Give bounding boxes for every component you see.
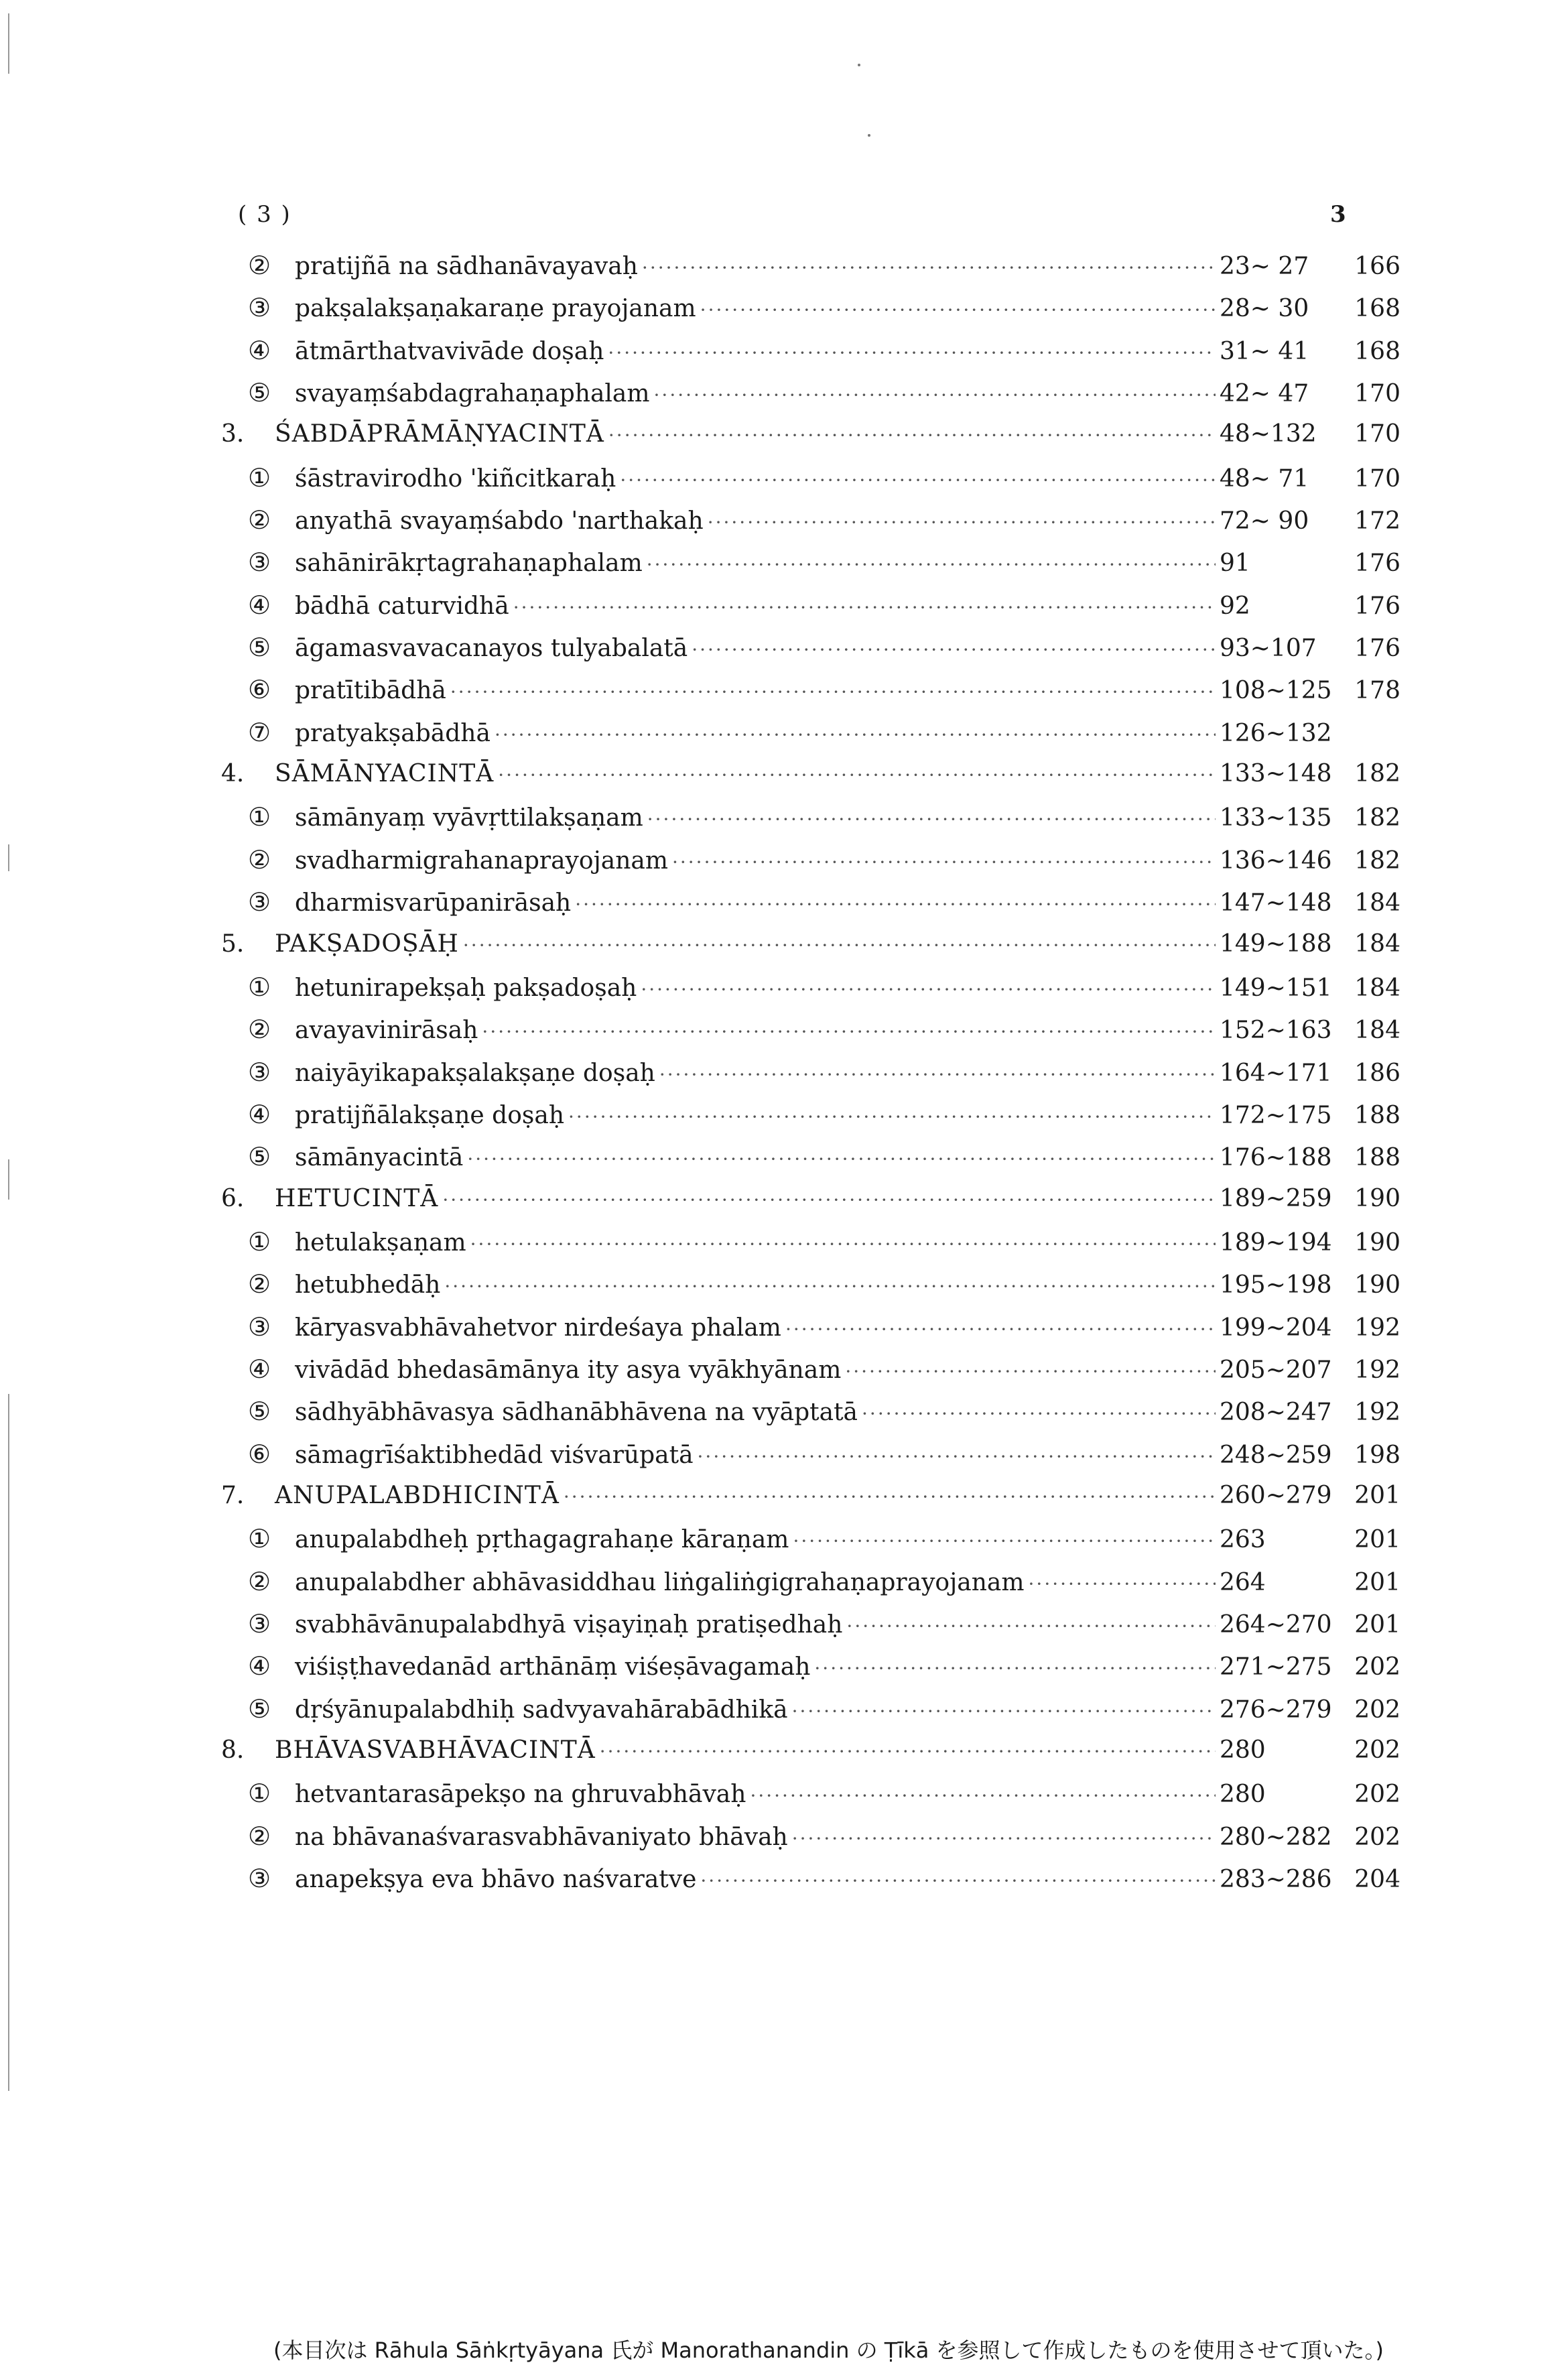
toc-range: 195~198 — [1220, 1271, 1332, 1299]
toc-range: 276~279 — [1220, 1696, 1332, 1724]
toc-section-row — [221, 1312, 1400, 1354]
toc-page: 170 — [1354, 420, 1400, 448]
toc-range: 260~279 — [1220, 1481, 1332, 1509]
toc-title: HETUCINTĀ — [275, 1184, 439, 1212]
toc-chapter-row — [221, 420, 1400, 462]
toc-chapter-row — [221, 930, 1400, 972]
toc-title: dharmisvarūpanirāsaḥ — [295, 889, 572, 917]
toc-page: 184 — [1354, 1017, 1400, 1045]
toc-section-row — [221, 1440, 1400, 1482]
toc-number: ③ — [248, 1864, 271, 1894]
footnote: (本目次は Rāhula Sāṅkṛtyāyana 氏が Manorathanandin の Ṭīkā を参照して作成したものを使用させて頂いた。) — [273, 2338, 1384, 2363]
toc-range: 42~ 47 — [1220, 380, 1309, 408]
dot-leader — [1029, 1573, 1216, 1595]
dot-leader — [568, 1106, 1216, 1128]
toc-title: hetunirapekṣaḥ pakṣadoṣaḥ — [295, 974, 637, 1002]
binding-mark-lower — [8, 1159, 9, 1200]
toc-title: bādhā caturvidhā — [295, 592, 509, 620]
toc-page: 201 — [1354, 1568, 1400, 1596]
toc-title: anyathā svayaṃśabdo 'narthakaḥ — [295, 507, 704, 535]
toc-title: kāryasvabhāvahetvor nirdeśaya phalam — [295, 1314, 781, 1342]
toc-title: pratyakṣabādhā — [295, 719, 491, 747]
toc-number: ② — [248, 1015, 271, 1045]
toc-chapter-row — [221, 760, 1400, 802]
toc-section-row — [221, 1524, 1400, 1566]
scan-speck — [858, 64, 860, 66]
toc-number: 7. — [221, 1481, 245, 1509]
toc-number: ① — [248, 1524, 271, 1554]
toc-range: 205~207 — [1220, 1356, 1332, 1384]
toc-title: sāmagrīśaktibhedād viśvarūpatā — [295, 1441, 694, 1469]
toc-range: 189~194 — [1220, 1228, 1332, 1257]
toc-chapter-row — [221, 1482, 1400, 1524]
toc-title: BHĀVASVABHĀVACINTĀ — [275, 1736, 596, 1765]
toc-title: svayaṃśabdagrahaṇaphalam — [295, 380, 650, 408]
toc-number: ② — [248, 505, 271, 535]
dot-leader — [470, 1233, 1216, 1255]
toc-range: 28~ 30 — [1220, 295, 1309, 323]
toc-number: ① — [248, 1226, 271, 1257]
toc-title: ANUPALABDHICINTĀ — [275, 1481, 560, 1509]
toc-page: 190 — [1354, 1184, 1400, 1212]
toc-number: ⑤ — [248, 1693, 271, 1724]
toc-title: PAKṢADOṢĀḤ — [275, 930, 459, 958]
toc-number: ⑦ — [248, 717, 271, 747]
toc-title: śāstravirodho 'kiñcitkaraḥ — [295, 464, 616, 493]
toc-title: svabhāvānupalabdhyā viṣayiṇaḥ pratiṣedhaḥ — [295, 1611, 843, 1639]
toc-section-row — [221, 1821, 1400, 1864]
dot-leader — [450, 681, 1216, 703]
toc-title: ātmārthatvavivāde doṣaḥ — [295, 337, 604, 365]
toc-range: 280 — [1220, 1781, 1266, 1809]
toc-title: pratītibādhā — [295, 677, 446, 705]
toc-section-row — [221, 633, 1400, 675]
toc-number: ② — [248, 1269, 271, 1299]
toc-section-row — [221, 251, 1400, 293]
toc-title: sahānirākṛtagrahaṇaphalam — [295, 550, 643, 578]
toc-number: ⑤ — [248, 1397, 271, 1427]
toc-number: ④ — [248, 335, 271, 365]
dot-leader — [750, 1785, 1216, 1807]
toc-range: 108~125 — [1220, 677, 1332, 705]
toc-range: 264~270 — [1220, 1611, 1332, 1639]
toc-title: anupalabdher abhāvasiddhau liṅgaliṅgigrahaṇaprayojanam — [295, 1568, 1025, 1596]
toc-number: 4. — [221, 760, 245, 788]
toc-section-row — [221, 336, 1400, 378]
dot-leader — [700, 299, 1216, 321]
toc-number: ⑥ — [248, 675, 271, 705]
toc-range: 31~ 41 — [1220, 337, 1309, 365]
toc-number: ⑤ — [248, 378, 271, 408]
dot-leader — [600, 1740, 1216, 1763]
toc-section-row — [221, 1058, 1400, 1100]
toc-section-row — [221, 1397, 1400, 1439]
toc-section-row — [221, 972, 1400, 1015]
toc-section-row — [221, 718, 1400, 760]
toc-page: 182 — [1354, 846, 1400, 875]
dot-leader — [463, 934, 1216, 956]
dot-leader — [564, 1486, 1216, 1508]
toc-title: sādhyābhāvasya sādhanābhāvena na vyāptatā — [295, 1399, 858, 1427]
dot-leader — [608, 424, 1216, 446]
dot-leader — [654, 384, 1216, 406]
dot-leader — [785, 1318, 1216, 1340]
toc-section-row — [221, 845, 1400, 887]
toc-title: anapekṣya eva bhāvo naśvaratve — [295, 1866, 697, 1894]
dot-leader — [608, 342, 1216, 364]
toc-page: 176 — [1354, 635, 1400, 663]
toc-page: 192 — [1354, 1399, 1400, 1427]
toc-range: 280 — [1220, 1736, 1266, 1765]
dot-leader — [647, 554, 1216, 576]
toc-number: ③ — [248, 887, 271, 917]
toc-range: 164~171 — [1220, 1059, 1332, 1087]
toc-section-row — [221, 548, 1400, 590]
dot-leader — [792, 1828, 1216, 1850]
dot-leader — [442, 1189, 1216, 1211]
toc-range: 72~ 90 — [1220, 507, 1309, 535]
toc-number: ② — [248, 844, 271, 875]
binding-mark-mid — [8, 844, 9, 871]
toc-range: 92 — [1220, 592, 1250, 620]
toc-page: 170 — [1354, 464, 1400, 493]
toc-title: SĀMĀNYACINTĀ — [275, 760, 495, 788]
toc-page: 192 — [1354, 1314, 1400, 1342]
dot-leader — [659, 1064, 1216, 1086]
toc-page: 202 — [1354, 1823, 1400, 1851]
running-header-page: 3 — [1330, 201, 1346, 228]
toc-number: ③ — [248, 1312, 271, 1342]
toc-title: na bhāvanaśvarasvabhāvaniyato bhāvaḥ — [295, 1823, 788, 1851]
binding-mark-top — [8, 13, 9, 74]
toc-section-row — [221, 1694, 1400, 1736]
toc-page: 201 — [1354, 1611, 1400, 1639]
dot-leader — [698, 1446, 1216, 1468]
dot-leader — [575, 893, 1216, 915]
toc-range: 152~163 — [1220, 1017, 1332, 1045]
dot-leader — [862, 1403, 1216, 1425]
toc-page: 201 — [1354, 1481, 1400, 1509]
toc-number: 6. — [221, 1184, 245, 1212]
toc-range: 208~247 — [1220, 1399, 1332, 1427]
dot-leader — [814, 1657, 1216, 1679]
toc-section-row — [221, 1015, 1400, 1057]
toc-title: vivādād bhedasāmānya ity asya vyākhyānam — [295, 1356, 842, 1384]
dot-leader — [647, 808, 1216, 830]
toc-section-row — [221, 590, 1400, 633]
toc-number: ① — [248, 802, 271, 832]
toc-page: 198 — [1354, 1441, 1400, 1469]
toc-section-row — [221, 1609, 1400, 1651]
toc-section-row — [221, 1651, 1400, 1693]
toc-page: 202 — [1354, 1781, 1400, 1809]
toc-number: ④ — [248, 1099, 271, 1129]
toc-number: ③ — [248, 1609, 271, 1639]
toc-page: 201 — [1354, 1526, 1400, 1554]
toc-section-row — [221, 1100, 1400, 1142]
dot-leader — [482, 1021, 1216, 1043]
dot-leader — [708, 511, 1216, 533]
toc-range: 264 — [1220, 1568, 1266, 1596]
toc-range: 199~204 — [1220, 1314, 1332, 1342]
dot-leader — [641, 978, 1216, 1001]
toc-range: 93~107 — [1220, 635, 1317, 663]
dot-leader — [700, 1870, 1216, 1892]
toc-range: 91 — [1220, 550, 1250, 578]
toc-range: 147~148 — [1220, 889, 1332, 917]
toc-section-row — [221, 1567, 1400, 1609]
toc-title: sāmānyaṃ vyāvṛttilakṣaṇam — [295, 804, 643, 832]
toc-section-row — [221, 675, 1400, 717]
toc-title: hetubhedāḥ — [295, 1271, 441, 1299]
toc-range: 283~286 — [1220, 1866, 1332, 1894]
toc-title: anupalabdheḥ pṛthagagrahaṇe kāraṇam — [295, 1526, 789, 1554]
scan-speck — [868, 134, 870, 137]
toc-page: 184 — [1354, 930, 1400, 958]
toc-section-row — [221, 293, 1400, 335]
toc-range: 136~146 — [1220, 846, 1332, 875]
toc-number: ④ — [248, 1354, 271, 1384]
toc-page: 202 — [1354, 1696, 1400, 1724]
toc-section-row — [221, 1142, 1400, 1184]
toc-page: 190 — [1354, 1271, 1400, 1299]
toc-number: 3. — [221, 420, 245, 448]
toc-range: 280~282 — [1220, 1823, 1332, 1851]
dot-leader — [620, 469, 1216, 491]
toc-page: 202 — [1354, 1653, 1400, 1681]
dot-leader — [642, 257, 1216, 279]
toc-number: ③ — [248, 1057, 271, 1087]
dot-leader — [444, 1275, 1216, 1297]
toc-range: 263 — [1220, 1526, 1266, 1554]
toc-page: 188 — [1354, 1101, 1400, 1129]
toc-page: 184 — [1354, 974, 1400, 1002]
dot-leader — [793, 1530, 1216, 1552]
toc-page: 202 — [1354, 1736, 1400, 1765]
toc-title: svadharmigrahanaprayojanam — [295, 846, 668, 875]
toc-number: ① — [248, 462, 271, 493]
toc-title: naiyāyikapakṣalakṣaṇe doṣaḥ — [295, 1059, 655, 1087]
toc-number: ① — [248, 972, 271, 1002]
toc-range: 172~175 — [1220, 1101, 1332, 1129]
dot-leader — [513, 596, 1216, 619]
dot-leader — [692, 639, 1216, 661]
toc-number: 5. — [221, 930, 245, 958]
toc-page: 186 — [1354, 1059, 1400, 1087]
toc-section-row — [221, 1354, 1400, 1397]
toc-page: 176 — [1354, 592, 1400, 620]
toc-page: 178 — [1354, 677, 1400, 705]
toc-range: 23~ 27 — [1220, 253, 1309, 280]
toc-page: 182 — [1354, 804, 1400, 832]
table-of-contents — [221, 251, 1400, 1906]
toc-range: 48~132 — [1220, 420, 1317, 448]
toc-title: pakṣalakṣaṇakaraṇe prayojanam — [295, 295, 696, 323]
toc-range: 149~188 — [1220, 930, 1332, 958]
dot-leader — [467, 1148, 1216, 1170]
toc-title: sāmānyacintā — [295, 1144, 464, 1172]
toc-number: ④ — [248, 1651, 271, 1681]
toc-number: 8. — [221, 1736, 245, 1765]
running-header-page-number: ( 3 ) — [238, 201, 291, 228]
toc-title: avayavinirāsaḥ — [295, 1017, 478, 1045]
toc-number: ② — [248, 1566, 271, 1596]
toc-title: pratijñālakṣaṇe doṣaḥ — [295, 1101, 565, 1129]
toc-number: ⑤ — [248, 1142, 271, 1172]
toc-number: ⑤ — [248, 633, 271, 663]
toc-page: 182 — [1354, 760, 1400, 788]
toc-section-row — [221, 1779, 1400, 1821]
toc-range: 48~ 71 — [1220, 464, 1309, 493]
toc-title: hetvantarasāpekṣo na ghruvabhāvaḥ — [295, 1781, 746, 1809]
toc-section-row — [221, 505, 1400, 548]
toc-range: 271~275 — [1220, 1653, 1332, 1681]
toc-number: ① — [248, 1779, 271, 1809]
toc-page: 168 — [1354, 295, 1400, 323]
binding-mark-bottom — [8, 1394, 9, 2091]
toc-range: 176~188 — [1220, 1144, 1332, 1172]
toc-page: 176 — [1354, 550, 1400, 578]
toc-page: 184 — [1354, 889, 1400, 917]
toc-range: 189~259 — [1220, 1184, 1332, 1212]
dot-leader — [498, 764, 1216, 786]
toc-page: 204 — [1354, 1866, 1400, 1894]
toc-title: viśiṣṭhavedanād arthānāṃ viśeṣāvagamaḥ — [295, 1653, 811, 1681]
toc-section-row — [221, 1269, 1400, 1312]
toc-title: dṛśyānupalabdhiḥ sadvyavahārabādhikā — [295, 1696, 788, 1724]
toc-page: 190 — [1354, 1228, 1400, 1257]
toc-range: 126~132 — [1220, 719, 1332, 747]
toc-title: hetulakṣaṇam — [295, 1228, 466, 1257]
toc-title: āgamasvavacanayos tulyabalatā — [295, 635, 688, 663]
toc-number: ③ — [248, 548, 271, 578]
toc-number: ④ — [248, 590, 271, 620]
toc-page: 170 — [1354, 380, 1400, 408]
dot-leader — [845, 1360, 1216, 1383]
toc-range: 133~148 — [1220, 760, 1332, 788]
toc-title: ŚABDĀPRĀMĀṆYACINTĀ — [275, 420, 604, 448]
dot-leader — [792, 1700, 1216, 1722]
toc-page: 172 — [1354, 507, 1400, 535]
toc-number: ② — [248, 1821, 271, 1851]
toc-number: ② — [248, 251, 271, 280]
toc-page: 166 — [1354, 253, 1400, 280]
toc-section-row — [221, 887, 1400, 930]
toc-title: pratijñā na sādhanāvayavaḥ — [295, 253, 638, 280]
toc-page: 168 — [1354, 337, 1400, 365]
toc-range: 133~135 — [1220, 804, 1332, 832]
dot-leader — [495, 724, 1216, 746]
toc-chapter-row — [221, 1736, 1400, 1779]
toc-range: 248~259 — [1220, 1441, 1332, 1469]
toc-chapter-row — [221, 1185, 1400, 1227]
toc-number: ③ — [248, 293, 271, 323]
toc-section-row — [221, 378, 1400, 420]
dot-leader — [672, 851, 1216, 873]
toc-range: 149~151 — [1220, 974, 1332, 1002]
toc-section-row — [221, 1227, 1400, 1269]
toc-section-row — [221, 802, 1400, 844]
toc-section-row — [221, 463, 1400, 505]
toc-section-row — [221, 1864, 1400, 1906]
toc-page: 188 — [1354, 1144, 1400, 1172]
dot-leader — [846, 1615, 1216, 1637]
toc-page: 192 — [1354, 1356, 1400, 1384]
toc-number: ⑥ — [248, 1439, 271, 1469]
